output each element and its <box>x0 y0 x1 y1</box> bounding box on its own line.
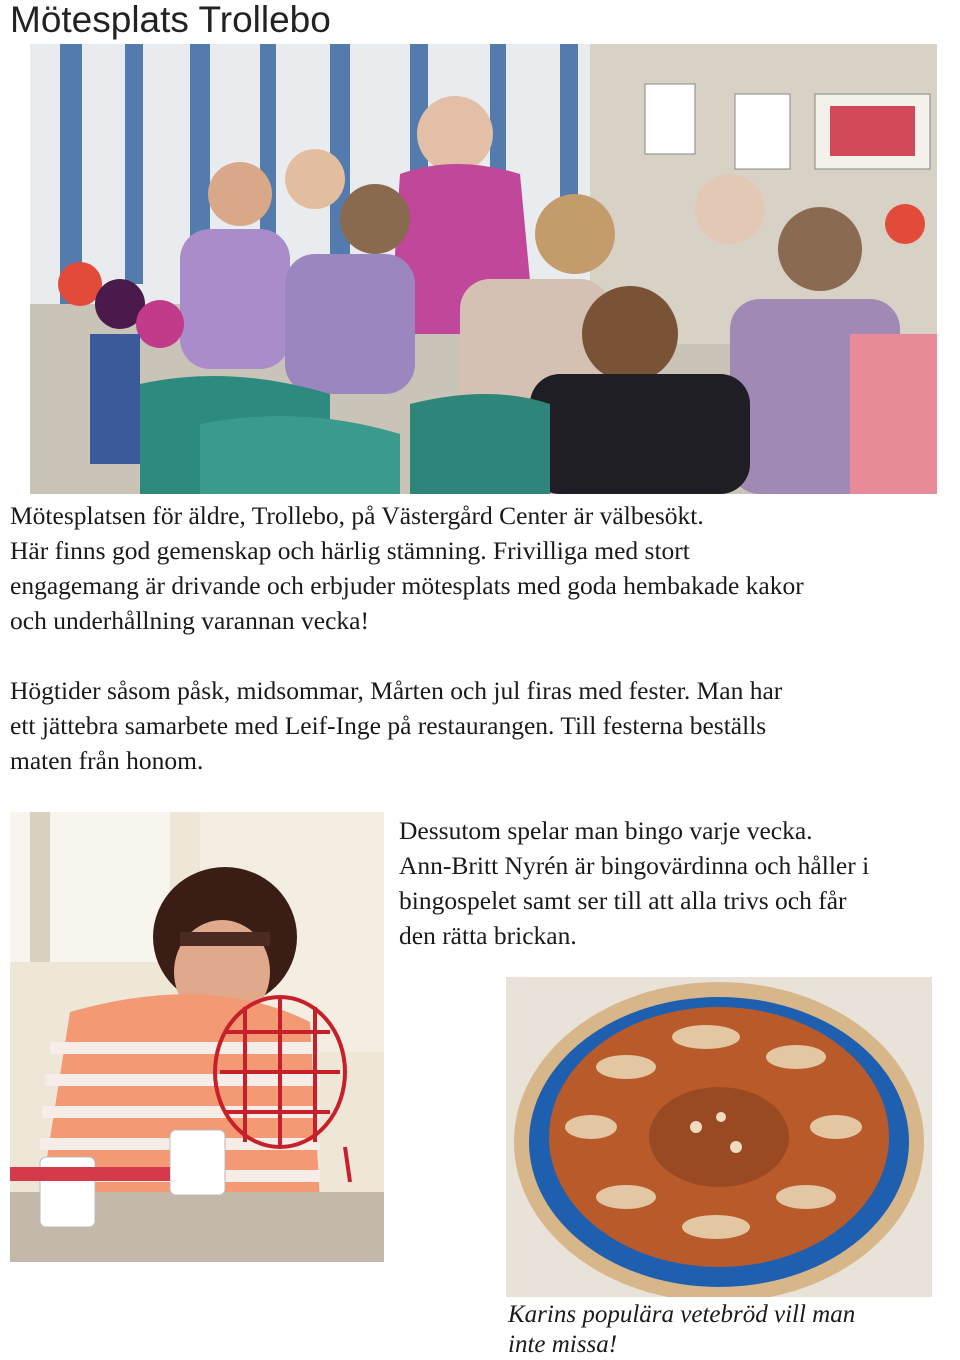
bingo-line: bingospelet samt ser till att alla trivs och får <box>399 886 847 915</box>
bingo-line: Ann-Britt Nyrén är bingovärdinna och håller i <box>399 851 870 880</box>
caption-line: Karins populära vetebröd vill man <box>508 1301 856 1328</box>
holidays-line: ett jättebra samarbete med Leif-Inge på restaurangen. Till festerna beställs <box>10 711 767 740</box>
bingo-paragraph <box>399 813 869 953</box>
sweet-bread-photo <box>506 977 932 1297</box>
holidays-paragraph <box>10 673 782 778</box>
intro-line: Mötesplatsen för äldre, Trollebo, på Västergård Center är välbesökt. <box>10 501 704 530</box>
bingo-line: Dessutom spelar man bingo varje vecka. <box>399 816 813 845</box>
gathering-photo <box>30 44 937 494</box>
intro-line: Här finns god gemenskap och härlig stämning. Frivilliga med stort <box>10 536 690 565</box>
caption-line: inte missa! <box>508 1331 618 1358</box>
intro-line: och underhållning varannan vecka! <box>10 606 369 635</box>
intro-line: engagemang är drivande och erbjuder mötesplats med goda hembakade kakor <box>10 571 804 600</box>
holidays-line: Högtider såsom påsk, midsommar, Mårten och jul firas med fester. Man har <box>10 676 783 705</box>
intro-paragraph <box>10 498 804 638</box>
bread-caption <box>508 1300 855 1360</box>
page-title: Mötesplats Trollebo <box>10 0 331 40</box>
bingo-photo <box>10 812 384 1262</box>
holidays-line: maten från honom. <box>10 746 204 775</box>
bingo-line: den rätta brickan. <box>399 921 577 950</box>
